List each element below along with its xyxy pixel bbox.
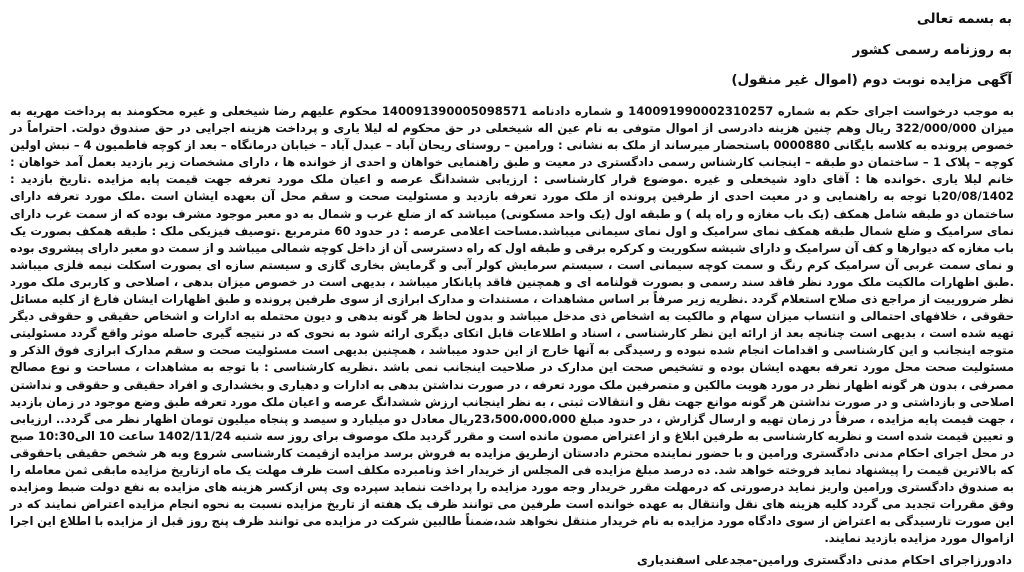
- recipient-line: به روزنامه رسمی کشور: [852, 42, 1012, 58]
- basmala-heading: به بسمه تعالی: [916, 11, 1012, 27]
- signature-line: دادورزاجرای احکام مدنی دادگستری ورامین-مجدعلی اسفندیاری: [636, 553, 1012, 567]
- notice-title: آگهی مزایده نوبت دوم (اموال غیر منقول): [731, 72, 1012, 88]
- notice-body: به موجب درخواست اجرای حکم به شماره 140091990002310257 و شماره دادنامه 140091390005098571 محکوم علیهم رضا شیخعلی و غیره محکومند به پرداخت مهریه به میزان 322/000/000 ریال وهم چنین هزینه دادرسی از اموال متوفی به نام عین اله شیخعلی در حق محکوم له لیلا یاری و پرداخت هزینه اجرایی در حق صندوق دولت. احتراماً در خصوص پرونده به کلاسه بایگانی 0000880 باستحضار میرساند از ملک به نشانی : ورامین – روستای ریحان آباد – عبدل آباد – خیابان درمانگاه – بعد از کوچه فاطمیون 4 – نبش اولین کوچه – پلاک 1 – ساختمان دو طبقه – اینجانب کارشناس رسمی دادگستری در معیت و طبق راهنمایی خواهان و احدی از خوانده ها ، دارای مشخصات زیر بازدید بعمل آمد خواهان : خانم لیلا یاری .خوانده ها : آقای داود شیخعلی و غیره .موضوع قرار کارشناسی : ارزیابی ششدانگ عرصه و اعیان ملک مورد تعرفه جهت قیمت پایه مزایده .تاریخ بازدید : 20/08/1402با توجه به راهنمایی و در معیت احدی از طرفین پرونده از ملک مورد تعرفه بازدید و مسئولیت صحت و سقم محل آن بعهده ایشان است .ملک مورد تعرفه دارای ساختمان دو طبقه شامل همکف (یک باب مغازه و راه پله ) و طبقه اول (یک واحد مسکونی) میباشد که از ضلع غرب و شمال به دو معبر موجود مشرف بوده که از سمت غرب دارای نمای سرامیک و ضلع شمال طبقه همکف نمای سرامیک و اول نمای سیمانی میباشد.مساحت اعلامی عرصه : در حدود 60 مترمربع .توصیف فیزیکی ملک : طبقه همکف بصورت یک باب مغازه که دیوارها و کف آن سرامیک و دارای شیشه سکوریت و کرکره برقی و طبقه اول که راه دسترسی آن از داخل کوچه شمالی میباشد و از سمت دو معبر دارای پیشروی بوده و نمای سمت غربی آن سرامیک کرم رنگ و سمت کوچه سیمانی است ، سیستم سرمایش کولر آبی و گرمایش بخاری گازی و سیستم سازه ای بصورت اسکلت نیمه فلزی میباشد .طبق اظهارات مالکیت ملک مورد نظر فاقد سند رسمی و بصورت قولنامه ای و همچنین فاقد پایانکار میباشد ، بدیهی است در خصوص میزان بدهی ، اصلاحی و کاربری ملک مورد نظر ضرورییت از مراجع ذی صلاح استعلام گردد .نظریه زیر صرفاً بر اساس مشاهدات ، مستندات و مدارک ابرازی از سوی طرفین پرونده و طبق اظهارات ایشان فارغ از کلیه مسائل حقوقی ، خلافهای احتمالی و انتساب میزان سهام و مالکیت به اشخاص ذی مدخل میباشد و بدون لحاظ هر گونه بدهی و دیون محتمله به ادارات و اشخاص حقیقی و حقوقی دیگر تهیه شده است ، بدیهی است چنانچه بعد از ارائه این نظر کارشناسی ، اسناد و اطلاعات قابل اتکای دیگری ارائه شود به نحوی که در نتیجه گیری حاصله موثر واقع گردد مسئولیتی متوجه اینجانب و این کارشناسی و اقدامات انجام شده نبوده و رسیدگی به آنها خارج از این حدود میباشد ، همچنین بدیهی است مسئولیت صحت و سقم مدارک ابرازی فوق الذکر و مسئولیت صحت محل مورد تعرفه بعهده ایشان بوده و تشخیص صحت این مدارک در صلاحیت اینجانب نمی باشد .نظریه کارشناسی : با توجه به مشاهدات ، مساحت و نوع مصالح مصرفی ، بدون هر گونه اظهار نظر در مورد هویت مالکین و متصرفین ملک مورد تعرفه ، در صورت نداشتن بدهی به ادارات و دهیاری و بخشداری و افراد حقیقی و حقوقی و نداشتن اصلاحی و بازداشتی و در صورت نداشتن هر گونه موانع جهت نقل و انتقالات ثبتی ، به نظر اینجانب ارزش ششدانگ عرصه و اعیان ملک مورد تعرفه طبق وضع موجود در زمان بازدید ، جهت قیمت پایه مزایده ، صرفاً در زمان تهیه و ارسال گزارش ، در حدود مبلغ 23،500،000،000ریال معادل دو میلیارد و سیصد و پنجاه میلیون تومان اظهار نظر می گردد.. ارزیابی و تعیین قیمت شده است و نظریه کارشناسی به طرفین ابلاغ و از اعتراض مصون مانده است و مقرر گردید ملک موصوف برای روز سه شنبه 1402/11/24 ساعت 10 الی10:30 صبح در محل اجرای احکام مدنی دادگستری ورامین و با حضور نماینده محترم دادستان ازطریق مزایده به فروش برسد مزایده ازقیمت کارشناسی شروع وبه هر شخص حقیقی یاحقوقی که بالاترین قیمت را پیشنهاد نماید فروخته خواهد شد. ده درصد مبلغ مزایده فی المجلس از خریدار اخذ ونامبرده مکلف است ظرف مهلت یک ماه ازتاریخ مزایده مابقی ثمن معامله را به صندوق دادگستری ورامین واریز نماید درصورتی که درمهلت مقرر خریدار وجه مورد مزایده را پرداخت ننماید سپرده وی پس ازکسر هزینه های مزایده به نفع دولت ضبط ومزایده وفق مقررات تجدید می گردد کلیه هزینه های نقل وانتقال به عهده خوانده است طرفین می توانند ظرف یک هفته از تاریخ مزایده نسبت به نحوه انجام مزایده اعتراض نمایند که در این صورت تارسیدگی به اعتراض از سوی دادگاه مورد مزایده به نام خریدار منتقل نخواهد شد،ضمناً طالبین شرکت در مزایده می توانند ظرف پنج روز قبل از مزایده با اطلاع این اجرا ازاموال مورد مزایده بازدید نمایند.: [10, 104, 1015, 546]
